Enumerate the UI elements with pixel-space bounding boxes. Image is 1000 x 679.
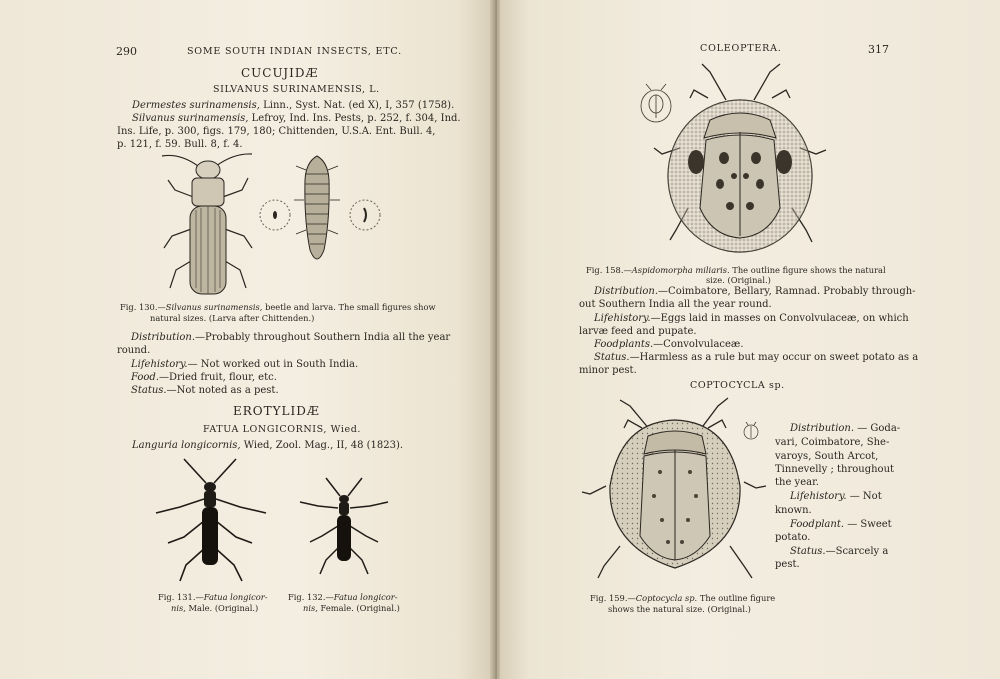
figure-132-caption-line2: nis, Female. (Original.) [303, 603, 400, 613]
synonym-line-4: p. 121, f. 59. Bull. 8, f. 4. [117, 139, 243, 150]
running-head-right: COLEOPTERA. [700, 43, 782, 54]
distribution-silvanus-line2: round. [117, 345, 151, 356]
distribution-aspidomorpha-line2: out Southern India all the year round. [579, 299, 772, 310]
species-heading-fatua: FATUA LONGICORNIS, Wied. [203, 424, 362, 435]
side-line-9: potato. [775, 532, 811, 543]
side-status: Status.—Scarcely a [790, 546, 889, 557]
aspidomorpha-miliaris-illustration [650, 58, 830, 258]
side-line-3: varoys, South Arcot, [775, 451, 879, 462]
status-silvanus: Status.—Not noted as a pest. [131, 385, 279, 396]
right-page [500, 0, 1000, 679]
lifehistory-silvanus: Lifehistory.— Not worked out in South India. [131, 359, 359, 370]
side-line-11: pest. [775, 559, 800, 570]
coptocycla-outline-natural-size [742, 421, 760, 441]
family-heading-cucujidae: CUCUJIDÆ [241, 66, 319, 80]
figure-132-caption: Fig. 132.—Fatua longicor- [288, 592, 398, 602]
side-line-7: known. [775, 505, 812, 516]
page-number-left: 290 [116, 45, 137, 58]
status-aspidomorpha-line2: minor pest. [579, 365, 637, 376]
side-line-4: Tinnevelly ; throughout [775, 464, 895, 475]
silvanus-beetle-illustration [150, 148, 270, 298]
side-line-5: the year. [775, 477, 819, 488]
species-heading-silvanus: SILVANUS SURINAMENSIS, L. [213, 84, 380, 95]
lifehistory-aspidomorpha-line2: larvæ feed and pupate. [579, 326, 697, 337]
fatua-male-illustration [150, 455, 270, 585]
lifehistory-aspidomorpha: Lifehistory.—Eggs laid in masses on Convolvulaceæ, on which [594, 313, 909, 324]
side-foodplant: Foodplant. — Sweet [790, 519, 892, 530]
synonym-line-2: Silvanus surinamensis, Lefroy, Ind. Ins. Pests, p. 252, f. 304, Ind. [132, 113, 461, 124]
distribution-aspidomorpha: Distribution.—Coimbatore, Bellary, Ramnad. Probably through- [594, 286, 916, 297]
side-distribution: Distribution. — Goda- [790, 423, 901, 434]
status-aspidomorpha: Status.—Harmless as a rule but may occur on sweet potato as a [594, 352, 919, 363]
figure-158-caption-line2: size. (Original.) [706, 275, 771, 285]
running-head-left: SOME SOUTH INDIAN INSECTS, ETC. [187, 46, 402, 57]
figure-158-caption: Fig. 158.—Aspidomorpha miliaris. The outline figure shows the natural [586, 265, 886, 275]
natural-size-circle-beetle [258, 198, 292, 232]
natural-size-circle-larva [348, 198, 382, 232]
side-line-2: vari, Coimbatore, She- [775, 437, 890, 448]
distribution-silvanus: Distribution.—Probably throughout Southern India all the year [131, 332, 451, 343]
synonym-languria: Languria longicornis, Wied, Zool. Mag., II, 48 (1823). [132, 440, 404, 451]
synonym-line-1: Dermestes surinamensis, Linn., Syst. Nat. (ed X), I, 357 (1758). [132, 100, 455, 111]
figure-159-caption-line2: shows the natural size. (Original.) [608, 604, 751, 614]
silvanus-larva-illustration [292, 150, 342, 270]
left-page [0, 0, 492, 679]
fatua-female-illustration [296, 476, 392, 576]
figure-159-caption: Fig. 159.—Coptocycla sp. The outline figure [590, 593, 776, 603]
page-number-right: 317 [868, 43, 889, 56]
side-lifehistory: Lifehistory. — Not [790, 491, 882, 502]
figure-130-caption: Fig. 130.—Silvanus surinamensis, beetle and larva. The small figures show [120, 302, 436, 312]
figure-130-caption-line2: natural sizes. (Larva after Chittenden.) [150, 313, 315, 323]
family-heading-erotylidae: EROTYLIDÆ [233, 404, 320, 418]
figure-131-caption: Fig. 131.—Fatua longicor- [158, 592, 268, 602]
food-silvanus: Food.—Dried fruit, flour, etc. [131, 372, 277, 383]
foodplants-aspidomorpha: Foodplants.—Convolvulaceæ. [594, 339, 744, 350]
figure-131-caption-line2: nis, Male. (Original.) [171, 603, 259, 613]
synonym-line-3: Ins. Life, p. 300, figs. 179, 180; Chittenden, U.S.A. Ent. Bull. 4, [117, 126, 436, 137]
species-heading-coptocycla: COPTOCYCLA sp. [690, 380, 785, 391]
